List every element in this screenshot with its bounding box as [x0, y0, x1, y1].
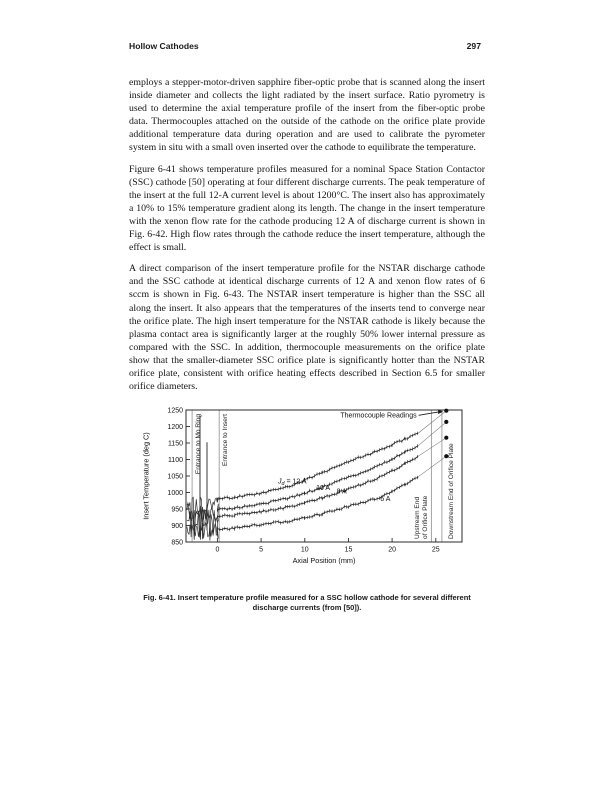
paragraph-3: A direct comparison of the insert temperature profile for the NSTAR discharge cathode and the SSC cathode at identical discharge currents of 12 A and xenon flow rates of 6 sccm is shown in Fig. 6-43. The NSTAR insert temperature is higher than the SSC all along the insert. It also appears that the temperatures of the inserts tend to converge near the orifice plate. The high insert temperature for the NSTAR cathode is likely because the plasma contact area is significantly larger at the roughly 50% lower internal pressure as compared with the SSC. In addition, thermocouple measurements on the orifice plate show that the smaller-diameter SSC orifice plate is significantly hotter than the NSTAR orifice plate, consistent with orifice heating effects described in Section 6.5 for smaller orifice diameters. — [129, 263, 485, 393]
thermocouple-point — [444, 420, 448, 424]
ref-line-label: Downstream End of Orifice Plate — [447, 443, 455, 540]
thermocouple-point — [444, 409, 448, 413]
ref-line-label: Entrance to Mo Ring — [195, 414, 203, 475]
x-axis-label: Axial Position (mm) — [292, 556, 356, 566]
x-tick-label: 0 — [215, 546, 220, 554]
thermocouple-point — [444, 454, 448, 458]
series-label: 6 A — [380, 496, 391, 504]
series-label: 10 A — [316, 485, 331, 493]
y-axis-label: Insert Temperature (deg C) — [141, 432, 151, 520]
y-tick-label: 1150 — [167, 440, 183, 448]
thermocouple-point — [444, 436, 448, 440]
chart-svg — [139, 401, 475, 579]
thermocouple-label: Thermocouple Readings — [340, 412, 417, 420]
y-tick-label: 1100 — [167, 457, 183, 465]
x-tick-label: 5 — [259, 546, 264, 554]
paragraph-1: employs a stepper-motor-driven sapphire fiber-optic probe that is scanned along the insert inside diameter and collects the light radiated by the insert surface. Ratio pyrometry is used to determine the axial temperature profile of the insert from the fiber-optic probe data. Thermocouples attached on the outside of the cathode on the orifice plate provide additional temperature data during operation and are used to calibrate the pyrometer system in situ with a small oven inserted over the cathode to equilibrate the temperature. — [129, 77, 485, 154]
y-tick-label: 1000 — [167, 490, 183, 498]
x-tick-label: 15 — [344, 546, 353, 554]
running-header — [129, 41, 481, 51]
y-tick-label: 1250 — [167, 407, 183, 415]
page-content — [129, 76, 485, 612]
series-label: $J_d = 12$ A — [278, 478, 307, 488]
paragraph-2: Figure 6-41 shows temperature profiles measured for a nominal Space Station Contactor (SSC) cathode [50] operating at four different discharge currents. The peak temperature of the insert at the full 12-A current level is about 1200°C. The insert also has approximately a 10% to 15% temperature gradient along its length. The change in the insert temperature with the xenon flow rate for the cathode producing 12 A of discharge current is shown in Fig. 6-42. High flow rates through the cathode reduce the insert temperature, although the effect is small. — [129, 163, 485, 254]
ref-line-label: Entrance to Insert — [222, 414, 230, 467]
y-tick-label: 950 — [171, 506, 183, 514]
series-label: 8 A — [336, 488, 347, 496]
y-tick-label: 850 — [171, 539, 183, 547]
header-title: Hollow Cathodes — [129, 41, 199, 51]
x-tick-label: 10 — [300, 546, 309, 554]
figure-caption: Fig. 6-41. Insert temperature profile measured for a SSC hollow cathode for several different discharge currents (from [50]). — [143, 593, 471, 612]
x-tick-label: 20 — [388, 546, 396, 554]
ref-line-label: Upstream End — [413, 497, 421, 540]
figure-6-41 — [129, 401, 485, 612]
x-tick-label: 25 — [431, 546, 440, 554]
y-tick-label: 900 — [171, 523, 183, 531]
page-number: 297 — [466, 41, 481, 51]
y-tick-label: 1200 — [167, 424, 183, 432]
insert-temperature-chart — [139, 401, 475, 579]
y-tick-label: 1050 — [167, 473, 183, 481]
ref-line-label: of Orifice Plate — [421, 495, 429, 540]
